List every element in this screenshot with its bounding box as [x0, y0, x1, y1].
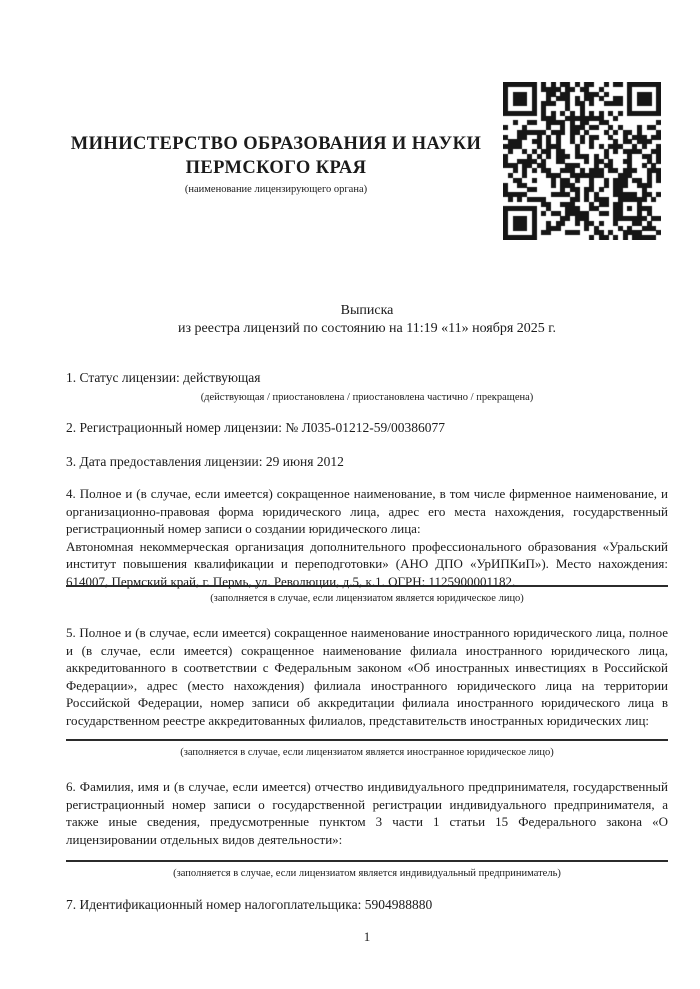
item-1-caption: (действующая / приостановлена / приостановлена частично / прекращена) — [200, 392, 534, 403]
title-line2: из реестра лицензий по состоянию на 11:19 «11» ноября 2025 г. — [178, 320, 556, 336]
qr-code-image — [503, 82, 661, 240]
item-1-license-status: 1. Статус лицензии: действующая — [66, 370, 261, 385]
item-3-grant-date: 3. Дата предоставления лицензии: 29 июня 2012 — [66, 454, 344, 469]
item-4-label: 4. Полное и (в случае, если имеется) сокращенное наименование, в том числе фирменное наименование, и организационно-правовая форма юридического лица, адрес его места нахождения, государственный регистрационный номер записи о создании юридического лица: — [66, 486, 668, 536]
item-6-individual-entrepreneur: 6. Фамилия, имя и (в случае, если имеется) отчество индивидуального предпринимателя, государственный регистрационный номер записи о государственной регистрации индивидуального предпринимателя, а также иные сведения, предусмотренные пунктом 3 части 1 статьи 15 Федерального закона «О лицензировании отдельных видов деятельности»: — [66, 779, 668, 847]
item-2-registration-number: 2. Регистрационный номер лицензии: № Л035-01212-59/00386077 — [66, 420, 446, 435]
item-6-rule — [66, 860, 668, 862]
item-5-caption: (заполняется в случае, если лицензиатом является иностранное юридическое лицо) — [180, 747, 554, 758]
item-5-rule — [66, 739, 668, 741]
title-line1: Выписка — [340, 303, 394, 318]
licensing-authority-header — [56, 132, 496, 197]
ministry-name-line2: ПЕРМСКОГО КРАЯ — [185, 158, 367, 178]
ministry-name-line1: МИНИСТЕРСТВО ОБРАЗОВАНИЯ И НАУКИ — [70, 134, 482, 154]
item-5-foreign-entity: 5. Полное и (в случае, если имеется) сокращенное наименование иностранного юридического лица, полное и (в случае, если имеется) сокращенное наименование филиала иностранного юридического лица, аккредитованного в соответствии с Федеральным законом «Об иностранных инвестициях в Российской Федерации», адрес (место нахождения) филиала иностранного юридического лица на территории Российской Федерации, номер записи об аккредитации филиала иностранного юридического лица в государственном реестре аккредитованных филиалов, представительств иностранных юридических лиц: — [66, 625, 668, 728]
item-4-caption: (заполняется в случае, если лицензиатом является юридическое лицо) — [210, 593, 524, 604]
item-4-value: Автономная некоммерческая организация дополнительного профессионального образования «Уральский институт повышения квалификации и переподготовки» (АНО ДПО «УрИПКиП»). Место нахождения: 614007, Пермский край, г. Пермь, ул. Революции, д.5, к.1. ОГРН: 1125900001182. — [66, 538, 668, 589]
authority-caption: (наименование лицензирующего органа) — [184, 184, 368, 195]
item-4-legal-entity — [66, 485, 668, 590]
item-6-caption: (заполняется в случае, если лицензиатом является индивидуальный предприниматель) — [173, 868, 561, 879]
item-7-taxpayer-id: 7. Идентификационный номер налогоплательщика: 5904988880 — [66, 897, 433, 912]
document-title — [66, 302, 668, 337]
item-4-rule — [66, 585, 668, 587]
page-number: 1 — [363, 929, 371, 944]
